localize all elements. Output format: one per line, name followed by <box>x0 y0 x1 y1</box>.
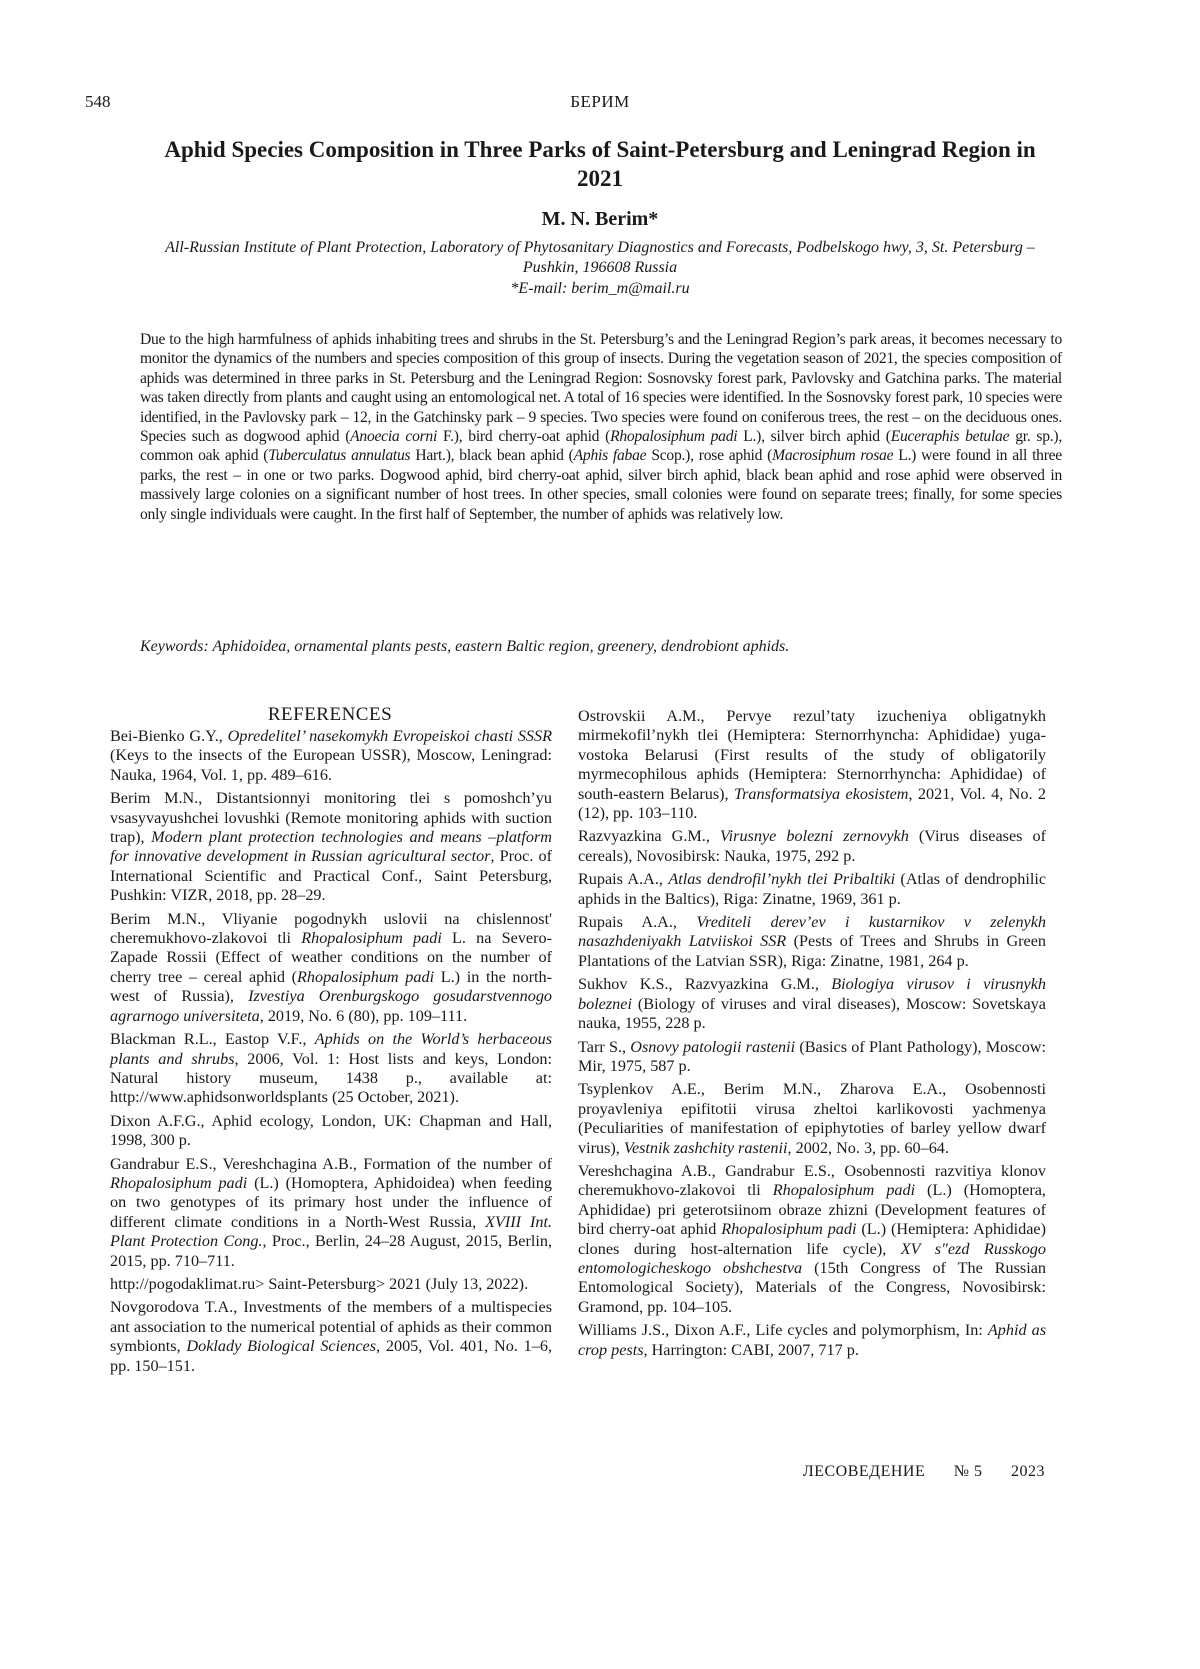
text-segment: (Basics of Plant Pathology), Moscow: Mir, 1975, 587 p. <box>578 1037 1046 1075</box>
text-segment: http://pogodaklimat.ru> Saint-Petersburg> 2021 (July 13, 2022). <box>110 1274 529 1293</box>
text-segment: , 2005, Vol. 401, No. 1–6, pp. 150–151. <box>110 1337 553 1375</box>
italic-text: Rhopalosiphum padi <box>721 1220 857 1239</box>
italic-text: Osnovy patologii rastenii <box>630 1037 796 1056</box>
references-left-column <box>110 727 552 1380</box>
references-right-column <box>578 707 1046 1364</box>
italic-text: Aphids on the World’s herbaceous plants and shrubs <box>110 1030 552 1068</box>
reference-item <box>578 975 1046 1033</box>
text-segment: Sukhov K.S., Razvyazkina G.M., <box>578 975 832 994</box>
reference-item <box>578 827 1046 866</box>
reference-item <box>578 1080 1046 1158</box>
author: M. N. Berim* <box>541 208 659 230</box>
italic-text: Macrosiphum rosae <box>772 447 894 465</box>
reference-item <box>578 707 1046 823</box>
text-segment: , 2021, Vol. 4, No. 2 (12), pp. 103–110. <box>578 784 1046 823</box>
text-segment: Blackman R.L., Eastop V.F., <box>110 1030 315 1049</box>
reference-item <box>578 1038 1046 1077</box>
text-segment: Dixon A.F.G., Aphid ecology, London, UK: Chapman and Hall, 1998, 300 p. <box>110 1111 552 1150</box>
text-segment: Rupais A.A., <box>578 913 697 932</box>
article-title: Aphid Species Composition in Three Parks of Saint-Petersburg and Leningrad Region in 2021 <box>164 137 1036 191</box>
footer <box>779 1463 1045 1481</box>
reference-item <box>110 727 552 785</box>
text-segment: (Keys to the insects of the European USSR), Moscow, Leningrad: Nauka, 1964, Vol. 1, pp. 489–616. <box>110 746 552 784</box>
italic-text: Aphid as crop pests <box>578 1321 1046 1359</box>
text-segment: L.), silver birch aphid ( <box>737 428 891 446</box>
text-segment: Razvyazkina G.M., <box>578 827 720 846</box>
abstract <box>140 330 1062 524</box>
issue-number: № 5 <box>953 1463 983 1480</box>
affiliation: All-Russian Institute of Plant Protection, Laboratory of Phytosanitary Diagnostics and Forecasts, Podbelskogo hwy, 3, St. Petersburg – Pushkin, 196608 Russia <box>165 239 1035 276</box>
text-segment: (15th Congress of The Russian Entomological Society), Materials of the Congress, Novosibirsk: Gramond, pp. 104–105. <box>578 1258 1047 1316</box>
reference-item <box>110 1275 552 1294</box>
text-segment: , 2002, No. 3, pp. 60–64. <box>787 1138 949 1157</box>
reference-item <box>578 1162 1046 1317</box>
italic-text: Vestnik zashchity rastenii <box>623 1138 788 1157</box>
italic-text: Modern plant protection technologies and means –platform for innovative development in Russian agricultural sector <box>110 828 552 866</box>
italic-text: Biologiya virusov i virusnykh boleznei <box>578 975 1047 1013</box>
reference-item <box>110 1030 552 1108</box>
author-email: *E-mail: berim_m@mail.ru <box>510 280 690 297</box>
running-head: БЕРИМ <box>570 92 630 111</box>
text-segment: , 2019, No. 6 (80), pp. 109–111. <box>259 1006 468 1025</box>
text-segment: Bei-Bienko G.Y., <box>110 727 228 745</box>
reference-item <box>578 913 1046 971</box>
italic-text: Doklady Biological Sciences <box>186 1337 377 1356</box>
italic-text: Izvestiya Orenburgskogo gosudarstvennogo agrarnogo universiteta <box>110 987 553 1025</box>
text-segment: Hart.), black bean aphid ( <box>410 447 574 465</box>
text-segment: F.), bird cherry-oat aphid ( <box>437 428 611 446</box>
text-segment: (L.) (Homoptera, Aphididae) pri geterotsiinom obraze zhizni (Development features of bird cherry-oat aphid <box>578 1181 1046 1239</box>
reference-item <box>110 1155 552 1271</box>
text-segment: , 2006, Vol. 1: Host lists and keys, London: Natural history museum, 1438 p., available at: http://www.aphidsonworldsplants (25 October, 2021). <box>110 1049 553 1107</box>
keywords: Keywords: Aphidoidea, ornamental plants pests, eastern Baltic region, greenery, dendrobiont aphids. <box>140 638 790 655</box>
text-segment: , Harrington: CABI, 2007, 717 p. <box>643 1340 859 1359</box>
italic-text: Virusnye bolezni zernovykh <box>719 827 909 846</box>
text-segment: Scop.), rose aphid ( <box>646 447 773 465</box>
text-segment: L.) in the north-west of Russia), <box>110 967 552 1006</box>
reference-item <box>110 1298 552 1376</box>
reference-item <box>578 870 1046 909</box>
text-segment: Berim M.N., Distantsionnyi monitoring tlei s pomoshch’yu vsasyvayushchei lovushki (Remote monitoring aphids with suction trap), <box>110 789 552 847</box>
text-segment: L.) were found in all three parks, the rest – in one or two parks. Dogwood aphid, bird cherry-oat aphid, silver birch aphid, black bean aphid and rose aphid were observed in massively large colonies on a significant number of host trees. In other species, small colonies were found on separate trees; finally, for some species only single individuals were caught. In the first half of September, the number of aphids was relatively low. <box>140 447 1062 523</box>
text-segment: (L.) (Hemiptera: Aphididae) clones during host-alternation life cycle), <box>578 1220 1046 1258</box>
journal-name: ЛЕСОВЕДЕНИЕ <box>802 1463 926 1480</box>
italic-text: Tuberculatus annulatus <box>268 447 411 465</box>
references-heading: REFERENCES <box>267 704 393 725</box>
italic-text: Transformatsiya ekosistem <box>734 784 909 803</box>
text-segment: (Atlas of dendrophilic aphids in the Baltics), Riga: Zinatne, 1969, 361 p. <box>578 870 1047 908</box>
text-segment: Ostrovskii A.M., Pervye rezul’taty izucheniya obligatnykh mirmekofil’nykh tlei (Hemiptera: Sternorrhyncha: Aphididae) yuga- vostoka Belarusi (First results of the study of obligatorily myrmecophilous aphids (Hemiptera: Sternorrhyncha: Aphididae) of south-eastern Belarus), <box>578 707 1046 803</box>
page-number: 548 <box>85 92 111 111</box>
italic-text: Anoecia corni <box>350 428 438 446</box>
text-segment: Novgorodova T.A., Investments of the members of a multispecies ant association to the numerical potential of aphids as their common symbionts, <box>110 1298 552 1356</box>
text-segment: , Proc., Berlin, 24–28 August, 2015, Berlin, 2015, pp. 710–711. <box>110 1232 552 1270</box>
text-segment: (L.) (Homoptera, Aphidoidea) when feeding on two genotypes of its primary host under the influence of different climate conditions in a North-West Russia, <box>110 1173 552 1231</box>
italic-text: Atlas dendrofil’nykh tlei Pribaltiki <box>668 870 896 889</box>
text-segment: Tarr S., <box>578 1037 631 1056</box>
text-segment: (Pests of Trees and Shrubs in Green Plantations of the Latvian SSR), Riga: Zinatne, 1981, 264 p. <box>578 932 1046 970</box>
reference-item <box>578 1321 1046 1360</box>
italic-text: Opredelitel’ nasekomykh Evropeiskoi chasti SSSR <box>227 727 552 745</box>
text-segment: , Proc. of International Scientific and Practical Conf., Saint Petersburg, Pushkin: VIZR, 2018, pp. 28–29. <box>110 847 552 905</box>
text-segment: (Biology of viruses and viral diseases), Moscow: Sovetskaya nauka, 1955, 228 p. <box>578 994 1046 1033</box>
text-segment: Rupais A.A., <box>578 870 669 889</box>
text-segment: gr. sp.), common oak aphid ( <box>140 428 1062 465</box>
italic-text: Vrediteli derev’ev i kustarnikov v zelenykh nasazhdeniyakh Latviiskoi SSR <box>578 913 1047 951</box>
text-segment: L. na Severo-Zapade Rossii (Effect of weather conditions on the number of cherry tree – cereal aphid ( <box>110 929 552 986</box>
italic-text: XV s"ezd Russkogo entomologicheskogo obshchestva <box>578 1239 1046 1277</box>
italic-text: Rhopalosiphum padi <box>297 967 435 986</box>
reference-item <box>110 789 552 905</box>
italic-text: Aphis fabae <box>573 447 647 465</box>
reference-item <box>110 1112 552 1151</box>
italic-text: Rhopalosiphum padi <box>610 428 738 446</box>
italic-text: XVIII Int. Plant Protection Cong. <box>110 1212 552 1251</box>
reference-item <box>110 910 552 1026</box>
italic-text: Rhopalosiphum padi <box>301 929 442 948</box>
text-segment: Gandrabur E.S., Vereshchagina A.B., Formation of the number of <box>110 1154 552 1173</box>
italic-text: Rhopalosiphum padi <box>772 1181 916 1200</box>
text-segment: Williams J.S., Dixon A.F., Life cycles and polymorphism, In: <box>578 1321 988 1340</box>
italic-text: Rhopalosiphum padi <box>110 1173 248 1192</box>
italic-text: Euceraphis betulae <box>890 428 1010 446</box>
year: 2023 <box>1011 1463 1045 1480</box>
text-segment: (Virus diseases of cereals), Novosibirsk: Nauka, 1975, 292 p. <box>578 827 1046 865</box>
text-segment: Tsyplenkov A.E., Berim M.N., Zharova E.A., Osobennosti proyavleniya epifitotii virusa zheltoi karlikovosti yachmenya (Peculiarities of manifestation of epiphytoties of barley yellow dwarf virus), <box>578 1080 1046 1157</box>
text-segment: Due to the high harmfulness of aphids inhabiting trees and shrubs in the St. Petersburg’s and the Leningrad Region’s park areas, it becomes necessary to monitor the dynamics of the numbers and species composition of this group of insects. During the vegetation season of 2021, the species composition of aphids was determined in three parks in St. Petersburg and the Leningrad Region: Sosnovsky forest park, Pavlovsky and Gatchina parks. The material was taken directly from plants and caught using an entomological net. A total of 16 species were identified. In the Sosnovsky forest park, 10 species were identified, in the Pavlovsky park – 12, in the Gatchinsky park – 9 species. Two species were found on coniferous trees, the rest – on the deciduous ones. Species such as dogwood aphid ( <box>140 331 1062 446</box>
text-segment: Vereshchagina A.B., Gandrabur E.S., Osobennosti razvitiya klonov cheremukhovo-zlakovoi tli <box>578 1161 1046 1200</box>
text-segment: Berim M.N., Vliyanie pogodnykh uslovii na chislennost' cheremukhovo-zlakovoi tli <box>110 909 552 948</box>
